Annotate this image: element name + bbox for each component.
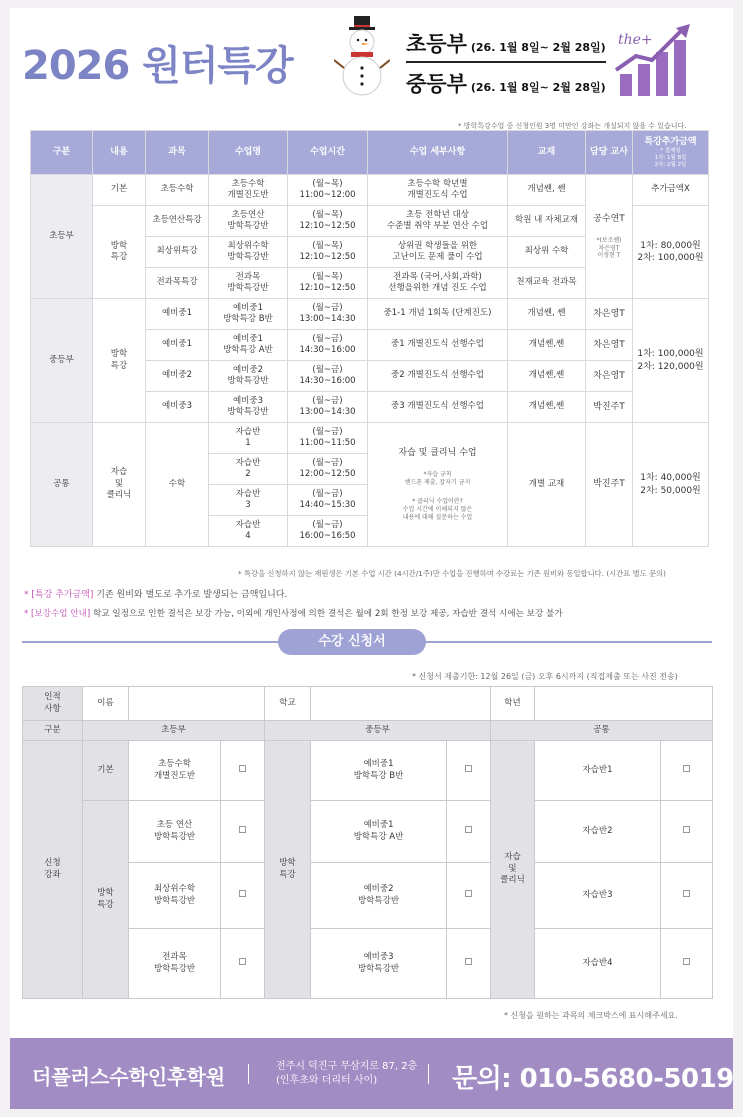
- academy-address: 전주시 덕진구 무삼지로 87, 2층 (인후초와 더리터 사이): [276, 1061, 418, 1086]
- subject-cell: 수학: [146, 423, 209, 547]
- class-cell: 초등수학 개별진도반: [209, 175, 288, 206]
- table-row: [31, 423, 709, 454]
- content-cell: 방학 특강: [93, 299, 146, 423]
- info-row: [23, 687, 713, 721]
- teacher-cell: 차은영T: [586, 330, 633, 361]
- info-label: 인적 사항: [23, 687, 83, 721]
- class-cell: 예비중1 방학특강 B반: [209, 299, 288, 330]
- time-cell: (월~금) 13:00~14:30: [288, 299, 368, 330]
- detail-cell: 전과목 (국어,사회,과학) 선행을위한 개념 진도 수업: [368, 268, 508, 299]
- detail-cell: 자습 및 클리닉 수업 *자습 규칙 핸드폰 제출, 잡자기 금지 * 클리닉 수업이란? 수업 시간에 이해되지 않은 내용에 대해 질문하는 수업: [368, 423, 508, 547]
- content-cell: 방학 특강: [93, 206, 146, 299]
- checkbox[interactable]: [661, 741, 713, 801]
- class-name: 최상위수학 방학특강반: [129, 863, 221, 929]
- content-cell: 기본: [93, 175, 146, 206]
- school-field[interactable]: [311, 687, 491, 721]
- subject-cell: 예비중1: [146, 299, 209, 330]
- book-cell: 개념쎈, 쎈: [508, 175, 586, 206]
- group-header: 초등부: [83, 721, 265, 741]
- book-cell: 개별 교재: [508, 423, 586, 547]
- elem-schedule: 초등부 (26. 1월 8일~ 2월 28일): [406, 32, 606, 56]
- checkbox[interactable]: [221, 929, 265, 999]
- class-name: 자습반2: [535, 801, 661, 863]
- checkbox[interactable]: [447, 863, 491, 929]
- subject-cell: 전과목특강: [146, 268, 209, 299]
- detail-cell: 중1 개별진도식 선행수업: [368, 330, 508, 361]
- class-cell: 전과목 방학특강반: [209, 268, 288, 299]
- class-cell: 자습반 1: [209, 423, 288, 454]
- col-header: 수업 세부사항: [368, 131, 508, 175]
- book-cell: 학원 내 자체교재: [508, 206, 586, 237]
- content-cell: 자습 및 클리닉: [93, 423, 146, 547]
- time-cell: (월~목) 12:10~12:50: [288, 237, 368, 268]
- time-cell: (월~금) 14:30~16:00: [288, 361, 368, 392]
- fee-cell: 1차: 100,000원 2차: 120,000원: [633, 299, 709, 423]
- class-name: 초등 연산 방학특강반: [129, 801, 221, 863]
- fee-cell: 1차: 80,000원 2차: 100,000원: [633, 206, 709, 299]
- fee-cell: 1차: 40,000원 2차: 50,000원: [633, 423, 709, 547]
- mid-schedule: 중등부 (26. 1월 8일~ 2월 28일): [406, 72, 606, 96]
- note-min-enrollment: * 방학특강수업 중 신청인원 3명 미만인 강좌는 개설되지 않을 수 있습니다.: [458, 122, 687, 130]
- application-row: [23, 801, 713, 863]
- time-cell: (월~금) 14:40~15:30: [288, 485, 368, 516]
- application-title: 수강 신청서: [278, 629, 426, 655]
- schedule-divider: [406, 61, 606, 63]
- class-cell: 최상위수학 방학특강반: [209, 237, 288, 268]
- table-row: [31, 299, 709, 330]
- class-name: 초등수학 개별진도반: [129, 741, 221, 801]
- class-name: 자습반4: [535, 929, 661, 999]
- class-cell: 예비중1 방학특강 A반: [209, 330, 288, 361]
- note-deadline: * 신청서 제출기한: 12월 26일 (금) 오후 6시까지 (직접제출 또는 사진 전송): [412, 672, 678, 681]
- checkbox[interactable]: [221, 741, 265, 801]
- content-label: 방학 특강: [265, 741, 311, 999]
- time-cell: (월~금) 11:00~11:50: [288, 423, 368, 454]
- table-row: [31, 175, 709, 206]
- time-cell: (월~목) 11:00~12:00: [288, 175, 368, 206]
- subject-cell: 초등연산특강: [146, 206, 209, 237]
- class-cell: 자습반 4: [209, 516, 288, 547]
- detail-cell: 초등 전학년 대상 수준별 취약 부분 연산 수업: [368, 206, 508, 237]
- page-title: 2026 원터특강: [22, 43, 293, 89]
- group-header-row: [23, 721, 713, 741]
- col-header: 담당 교사: [586, 131, 633, 175]
- academy-name: 더플러스수학인후학원: [32, 1065, 226, 1089]
- class-name: 예비중1 방학특강 A반: [311, 801, 447, 863]
- checkbox[interactable]: [221, 801, 265, 863]
- subject-cell: 최상위특강: [146, 237, 209, 268]
- class-name: 예비중2 방학특강반: [311, 863, 447, 929]
- teacher-cell: 박진주T: [586, 392, 633, 423]
- group-cell: 초등부: [31, 175, 93, 299]
- time-cell: (월~금) 12:00~12:50: [288, 454, 368, 485]
- col-header-fee: 특강추가금액 * 결제일 1차: 1월 8일 2차: 2월 2일: [633, 131, 709, 175]
- col-header: 수업시간: [288, 131, 368, 175]
- table-header-row: [31, 131, 709, 175]
- schedule-table: [30, 130, 709, 547]
- teacher-cell: 박진주T: [586, 423, 633, 547]
- teacher-cell: 차은영T: [586, 361, 633, 392]
- remark-makeup: * [보강수업 안내] 학교 일정으로 인한 결석은 보강 가능, 이외에 개인사정에 의한 결석은 월에 2회 한정 보강 제공, 자습반 결석 시에는 보강 불가: [24, 609, 563, 619]
- checkbox[interactable]: [447, 929, 491, 999]
- snowman-icon: [334, 16, 390, 102]
- footer-divider: [428, 1064, 429, 1084]
- content-label: 방학 특강: [83, 801, 129, 999]
- class-name: 자습반1: [535, 741, 661, 801]
- col-header: 수업명: [209, 131, 288, 175]
- class-name: 전과목 방학특강반: [129, 929, 221, 999]
- class-name: 예비중1 방학특강 B반: [311, 741, 447, 801]
- col-header: 내용: [93, 131, 146, 175]
- class-cell: 자습반 2: [209, 454, 288, 485]
- group-cell: 중등부: [31, 299, 93, 423]
- name-label: 이름: [83, 687, 129, 721]
- detail-cell: 중3 개별진도식 선행수업: [368, 392, 508, 423]
- time-cell: (월~금) 16:00~16:50: [288, 516, 368, 547]
- teacher-cell: 공수연T *(보조쌤) 차은영T 이정현 T: [586, 175, 633, 299]
- group-header: 공통: [491, 721, 713, 741]
- book-cell: 개념쎈, 쎈: [508, 299, 586, 330]
- checkbox[interactable]: [661, 929, 713, 999]
- checkbox[interactable]: [447, 801, 491, 863]
- group-header: 구분: [23, 721, 83, 741]
- teacher-cell: 차은영T: [586, 299, 633, 330]
- svg-text:the+: the+: [618, 32, 653, 48]
- class-cell: 자습반 3: [209, 485, 288, 516]
- application-form: [22, 686, 713, 999]
- book-cell: 개념쎈,쎈: [508, 330, 586, 361]
- subject-cell: 초등수학: [146, 175, 209, 206]
- time-cell: (월~금) 13:00~14:30: [288, 392, 368, 423]
- name-field[interactable]: [129, 687, 265, 721]
- subject-cell: 예비중2: [146, 361, 209, 392]
- application-row: [23, 741, 713, 801]
- book-cell: 천재교육 전과목: [508, 268, 586, 299]
- contact-phone: 문의: 010-5680-5019: [452, 1064, 734, 1094]
- group-header: 중등부: [265, 721, 491, 741]
- col-header: 구분: [31, 131, 93, 175]
- growth-chart-logo: [612, 22, 696, 98]
- grade-label: 학년: [491, 687, 535, 721]
- checkbox[interactable]: [447, 741, 491, 801]
- detail-cell: 중2 개별진도식 선행수업: [368, 361, 508, 392]
- detail-cell: 초등수학 학년별 개별진도식 수업: [368, 175, 508, 206]
- class-name: 예비중3 방학특강반: [311, 929, 447, 999]
- book-cell: 최상위 수학: [508, 237, 586, 268]
- detail-cell: 중1-1 개념 1회독 (단계진도): [368, 299, 508, 330]
- checkbox[interactable]: [661, 863, 713, 929]
- apply-label: 신청 강좌: [23, 741, 83, 999]
- checkbox[interactable]: [661, 801, 713, 863]
- col-header: 과목: [146, 131, 209, 175]
- note-checkbox: * 신청을 원하는 과목의 체크박스에 표시해주세요.: [504, 1011, 678, 1020]
- time-cell: (월~목) 12:10~12:50: [288, 206, 368, 237]
- school-label: 학교: [265, 687, 311, 721]
- grade-field[interactable]: [535, 687, 713, 721]
- remark-fee: * [특강 추가금액] 기존 원비와 별도로 추가로 발생되는 금액입니다.: [24, 590, 288, 600]
- class-cell: 예비중2 방학특강반: [209, 361, 288, 392]
- footer-divider: [248, 1064, 249, 1084]
- time-cell: (월~금) 14:30~16:00: [288, 330, 368, 361]
- subject-cell: 예비중3: [146, 392, 209, 423]
- col-header: 교재: [508, 131, 586, 175]
- fee-cell: 추가금액X: [633, 175, 709, 206]
- note-regular-class: * 특강을 신청하지 않는 재원생은 기본 수업 시간 (4시간/1주)만 수업을 진행하며 수강료는 기존 원비와 동일합니다. (시간표 별도 문의): [238, 569, 667, 578]
- content-label: 기본: [83, 741, 129, 801]
- class-cell: 예비중3 방학특강반: [209, 392, 288, 423]
- content-label: 자습 및 클리닉: [491, 741, 535, 999]
- checkbox[interactable]: [221, 863, 265, 929]
- class-cell: 초등연산 방학특강반: [209, 206, 288, 237]
- subject-cell: 예비중1: [146, 330, 209, 361]
- footer: [10, 1038, 733, 1109]
- book-cell: 개념쎈,쎈: [508, 392, 586, 423]
- class-name: 자습반3: [535, 863, 661, 929]
- group-cell: 공통: [31, 423, 93, 547]
- time-cell: (월~목) 12:10~12:50: [288, 268, 368, 299]
- detail-cell: 상위권 학생들을 위한 고난이도 문제 풀이 수업: [368, 237, 508, 268]
- book-cell: 개념쎈,쎈: [508, 361, 586, 392]
